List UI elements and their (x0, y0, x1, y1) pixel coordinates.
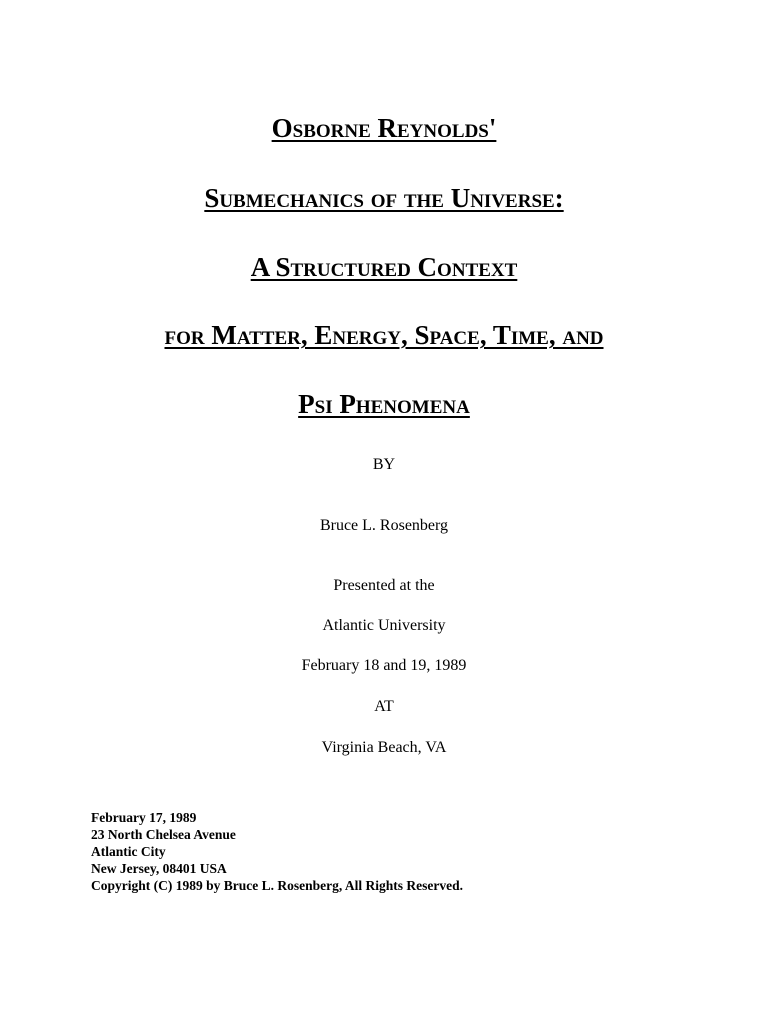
title-line-5-text: Psi Phenomena (298, 389, 470, 419)
address-block (91, 809, 463, 894)
by-label: BY (372, 456, 396, 473)
title-line-2 (0, 182, 768, 214)
author-name: Bruce L. Rosenberg (319, 517, 449, 534)
footer-city: Atlantic City (91, 844, 166, 859)
title-line-1-text: Osborne Reynolds' (271, 113, 497, 143)
title-line-2-text: Submechanics of the Universe: (204, 183, 564, 213)
presented-at-label: Presented at the (333, 577, 435, 594)
presentation-location: Virginia Beach, VA (321, 739, 447, 756)
title-line-1 (0, 112, 768, 144)
footer-state-zip: New Jersey, 08401 USA (91, 861, 227, 876)
title-line-4-text: for Matter, Energy, Space, Time, and (164, 320, 604, 350)
footer-copyright: Copyright (C) 1989 by Bruce L. Rosenberg, All Rights Reserved. (91, 878, 463, 893)
title-line-3 (0, 251, 768, 283)
title-line-4 (0, 319, 768, 351)
title-line-3-text: A Structured Context (250, 252, 518, 282)
title-line-5 (0, 388, 768, 420)
university-name: Atlantic University (322, 617, 446, 634)
footer-street: 23 North Chelsea Avenue (91, 827, 236, 842)
presentation-dates: February 18 and 19, 1989 (301, 657, 467, 674)
footer-date: February 17, 1989 (91, 810, 197, 825)
at-label: AT (374, 698, 394, 715)
